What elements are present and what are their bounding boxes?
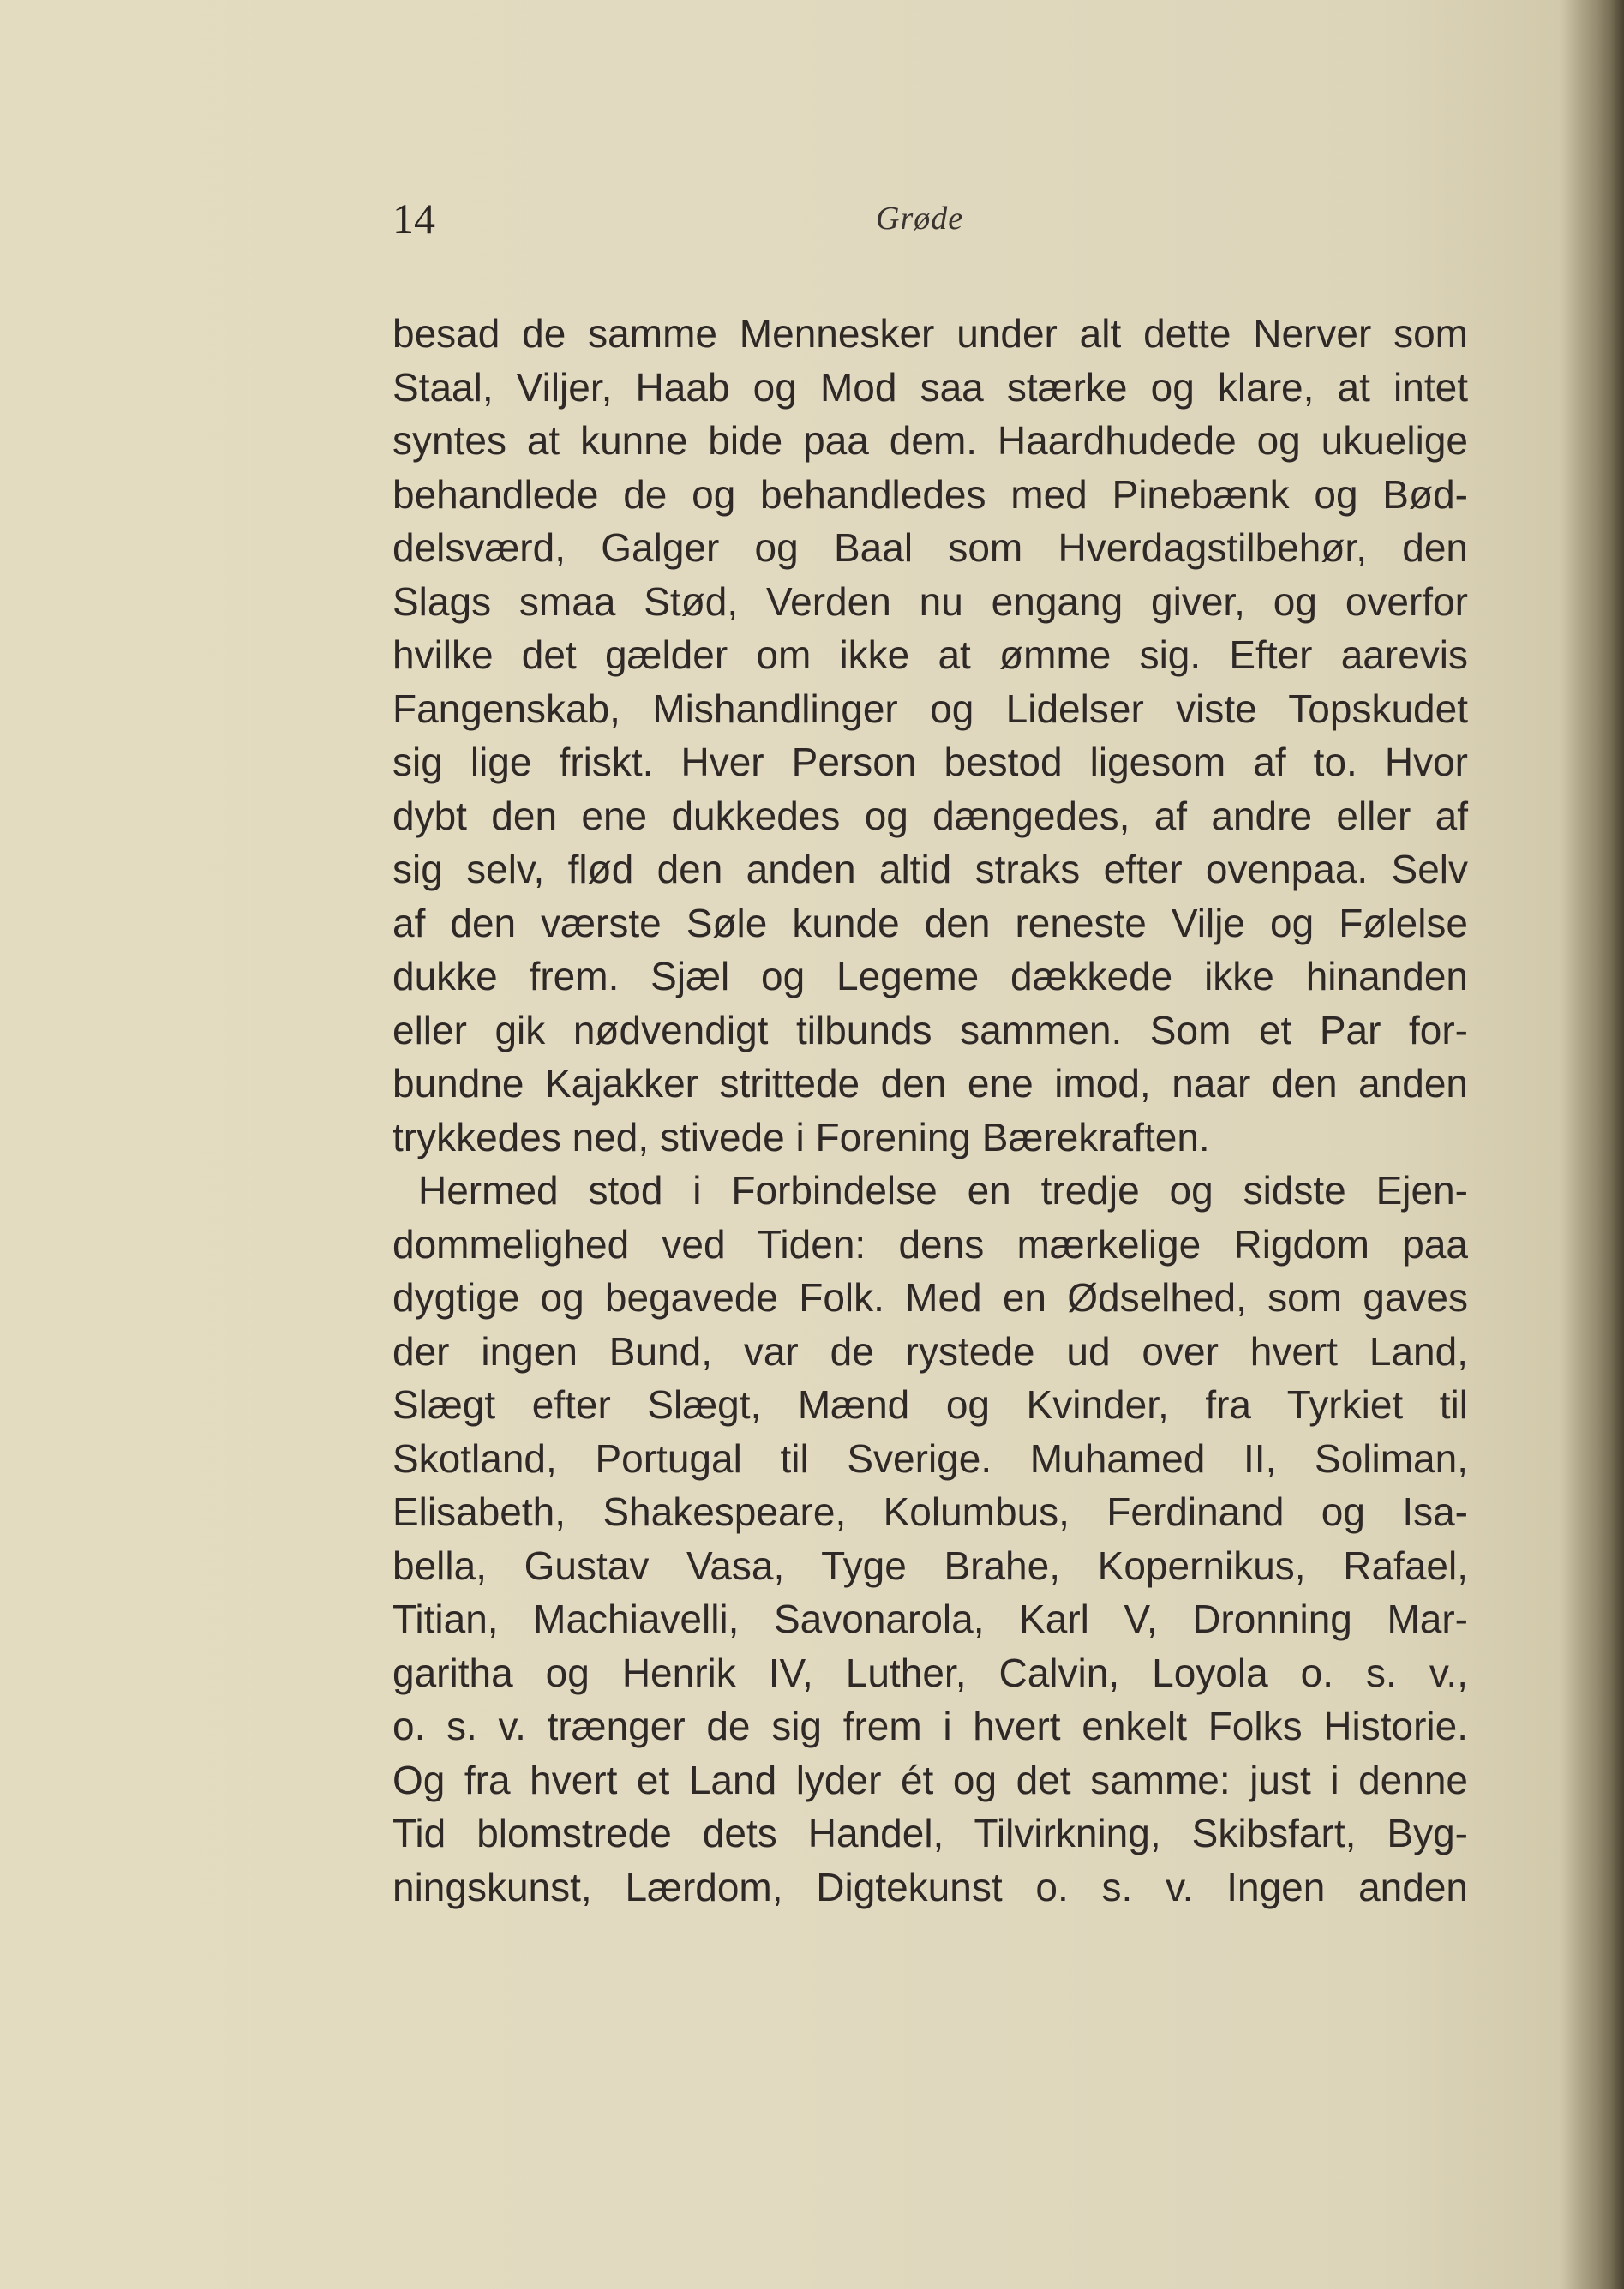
text-line: dommelighed ved Tiden: dens mærkelige Rigdom paa — [393, 1221, 1468, 1267]
text-line: Fangenskab, Mishandlinger og Lidelser viste Topskudet — [393, 686, 1468, 731]
page-number: 14 — [393, 195, 435, 243]
text-line: dukke frem. Sjæl og Legeme dækkede ikke hinanden — [393, 954, 1468, 998]
running-head: Grøde — [876, 201, 964, 237]
text-line: garitha og Henrik IV, Luther, Calvin, Loyola o. s. v., — [393, 1650, 1468, 1695]
text-line: dygtige og begavede Folk. Med en Ødselhed, som gaves — [393, 1275, 1468, 1320]
text-line: Titian, Machiavelli, Savonarola, Karl V, Dronning Mar- — [393, 1597, 1468, 1641]
text-line: besad de samme Mennesker under alt dette Nerver som — [393, 311, 1468, 356]
page-edge-shadow — [1564, 0, 1624, 2289]
text-line: o. s. v. trænger de sig frem i hvert enkelt Folks Historie. — [393, 1704, 1468, 1748]
text-line: delsværd, Galger og Baal som Hverdagstilbehør, den — [393, 525, 1468, 570]
text-line: der ingen Bund, var de rystede ud over hvert Land, — [393, 1328, 1468, 1374]
body-text — [393, 307, 1468, 1914]
text-line: hvilke det gælder om ikke at ømme sig. Efter aarevis — [393, 632, 1468, 677]
text-line: bella, Gustav Vasa, Tyge Brahe, Kopernikus, Rafael, — [393, 1543, 1468, 1588]
text-line: Skotland, Portugal til Sverige. Muhamed II, Soliman, — [393, 1435, 1468, 1481]
text-line: Slægt efter Slægt, Mænd og Kvinder, fra Tyrkiet til — [393, 1382, 1468, 1427]
text-line: Elisabeth, Shakespeare, Kolumbus, Ferdinand og Isa- — [393, 1489, 1468, 1534]
text-line: bundne Kajakker strittede den ene imod, naar den anden — [393, 1061, 1468, 1106]
text-line: Og fra hvert et Land lyder ét og det samme: just i denne — [393, 1757, 1468, 1802]
text-line: Hermed stod i Forbindelse en tredje og sidste Ejen- — [418, 1168, 1468, 1213]
text-line: Slags smaa Stød, Verden nu engang giver, og overfor — [393, 578, 1468, 624]
text-line: af den værste Søle kunde den reneste Vilje og Følelse — [393, 900, 1468, 945]
text-line: syntes at kunne bide paa dem. Haardhudede og ukuelige — [393, 418, 1468, 463]
text-line: sig selv, flød den anden altid straks efter ovenpaa. Selv — [393, 847, 1468, 891]
text-line: ningskunst, Lærdom, Digtekunst o. s. v. Ingen anden — [393, 1864, 1468, 1909]
text-line: Tid blomstrede dets Handel, Tilvirkning, Skibsfart, Byg- — [393, 1811, 1468, 1855]
text-line: trykkedes ned, stivede i Forening Bærekraften. — [393, 1114, 1210, 1159]
text-line: eller gik nødvendigt tilbunds sammen. Som et Par for- — [393, 1007, 1468, 1052]
text-line: sig lige friskt. Hver Person bestod ligesom af to. Hvor — [393, 740, 1468, 784]
text-line: dybt den ene dukkedes og dængedes, af andre eller af — [393, 793, 1468, 838]
text-line: Staal, Viljer, Haab og Mod saa stærke og klare, at intet — [393, 364, 1468, 410]
text-line: behandlede de og behandledes med Pinebænk og Bød- — [393, 471, 1468, 517]
